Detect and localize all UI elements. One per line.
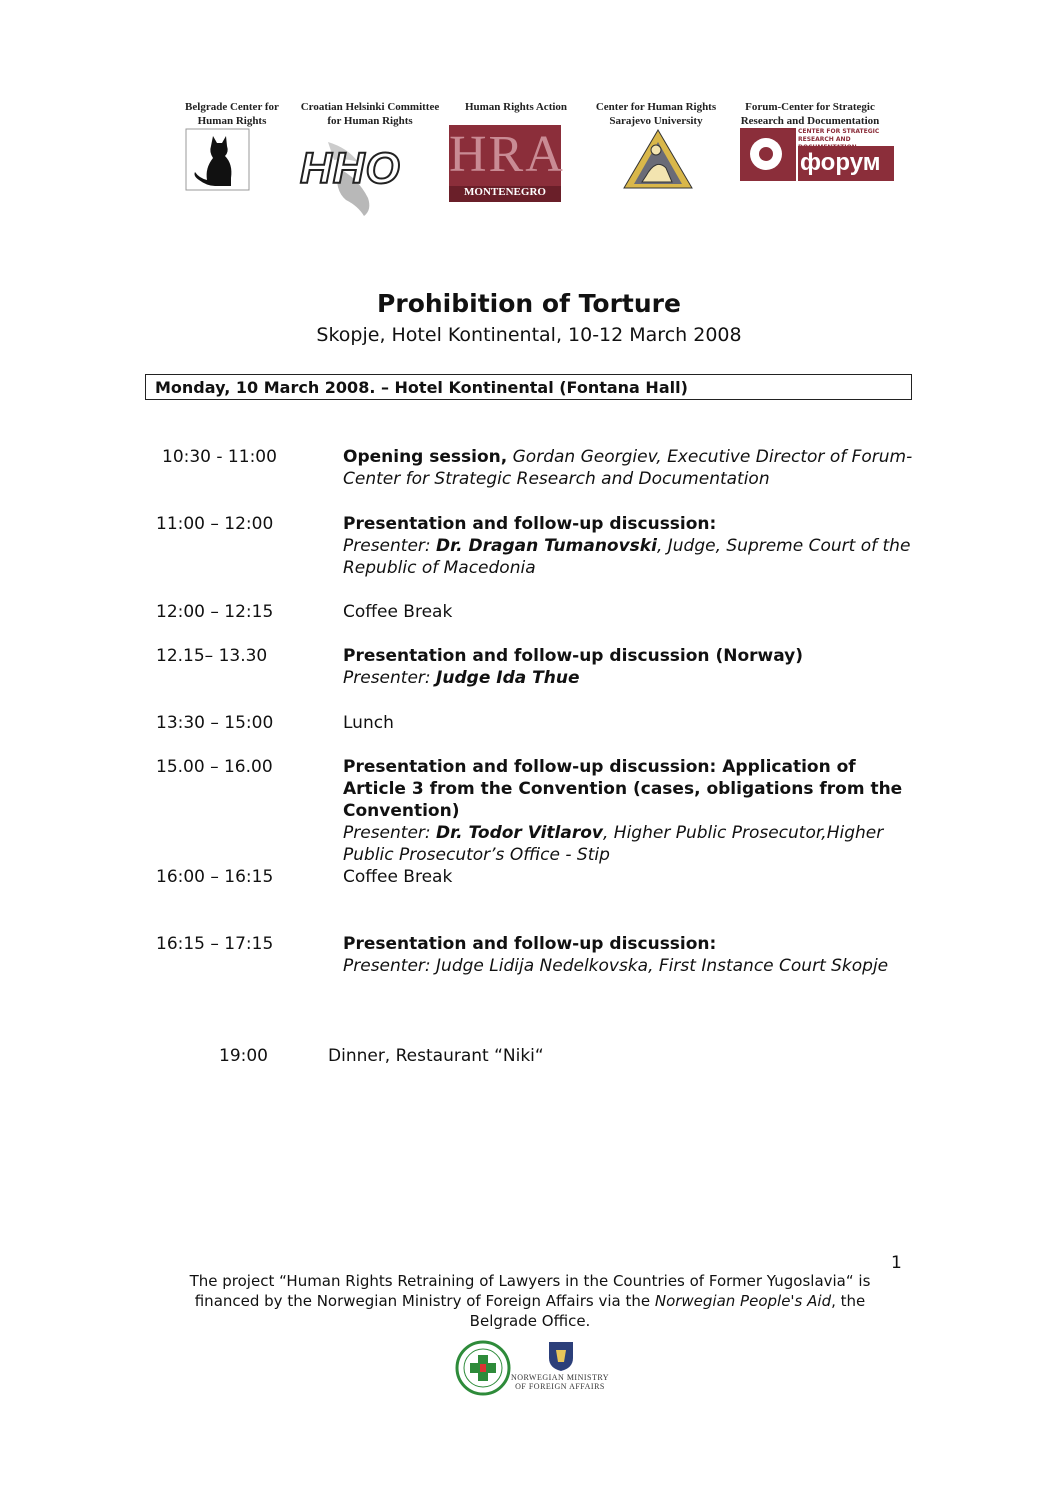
page-subtitle: Skopje, Hotel Kontinental, 10-12 March 2008 <box>316 324 742 346</box>
coat-of-arms-icon <box>546 1340 576 1372</box>
schedule-time: 15.00 – 16.00 <box>156 757 273 777</box>
presenter-name: Dr. Todor Vitlarov <box>436 823 603 843</box>
schedule-time: 16:00 – 16:15 <box>156 867 274 887</box>
forum-logo-line1: CENTER FOR STRATEGIC <box>798 128 880 135</box>
schedule-time: 16:15 – 17:15 <box>156 934 274 954</box>
schedule-break: Coffee Break <box>343 867 453 887</box>
footer-text <box>120 1271 940 1331</box>
session-detail: Gordan Georgiev, Executive Director of Forum-Center for Strategic Research and Documentation <box>343 447 913 489</box>
org-label-sarajevo: Center for Human Rights Sarajevo University <box>595 101 717 127</box>
schedule-dinner: Dinner, Restaurant “Niki“ <box>328 1046 544 1066</box>
forum-logo-block <box>740 128 796 181</box>
footer-line1: The project “Human Rights Retraining of Lawyers in the Countries of Former Yugoslavia“ is <box>189 1272 871 1290</box>
session-title: Presentation and follow-up discussion: <box>343 934 717 954</box>
session-title: Presentation and follow-up discussion: Application of Article 3 from the Convention (cases, obligations from the Convention) <box>343 757 903 821</box>
hra-logo-text: HRA <box>449 126 565 183</box>
schedule-entry <box>343 645 943 689</box>
hho-logo <box>298 128 410 220</box>
ministry-logo-line2: OF FOREIGN AFFAIRS <box>515 1382 605 1391</box>
schedule-break: Coffee Break <box>343 602 453 622</box>
schedule-time: 13:30 – 15:00 <box>156 713 274 733</box>
presenter-line: Presenter: Judge Ida Thue <box>343 668 580 688</box>
org-label-forum: Forum-Center for Strategic Research and Documentation <box>740 101 880 127</box>
schedule-time: 11:00 – 12:00 <box>156 514 274 534</box>
org-label-croatian: Croatian Helsinki Committee for Human Rights <box>300 101 440 127</box>
schedule-time: 10:30 - 11:00 <box>162 447 277 467</box>
presenter-line: Presenter: Dr. Dragan Tumanovski, Judge, Supreme Court of the Republic of Macedonia <box>343 536 911 578</box>
presenter-line: Presenter: Judge Lidija Nedelkovska, First Instance Court Skopje <box>343 956 889 976</box>
org-label-belgrade: Belgrade Center for Human Rights <box>185 101 279 127</box>
schedule-entry <box>343 446 943 490</box>
norwegian-ministry-logo <box>510 1340 610 1396</box>
belgrade-cat-logo <box>185 128 251 192</box>
forum-eye-icon <box>740 128 796 181</box>
schedule-time: 12.15– 13.30 <box>156 646 268 666</box>
schedule-entry <box>343 933 943 977</box>
schedule-time: 19:00 <box>219 1046 268 1066</box>
presenter-name: Judge Ida Thue <box>436 668 580 688</box>
forum-logo-word: форум <box>800 149 881 176</box>
sarajevo-center-logo <box>622 128 694 190</box>
hra-logo-subtext: MONTENEGRO <box>464 186 546 198</box>
ministry-logo-line1: NORWEGIAN MINISTRY <box>510 1373 610 1382</box>
presenter-name: Dr. Dragan Tumanovski <box>436 536 657 556</box>
schedule-entry <box>343 756 913 866</box>
hho-logo-text: HHO <box>300 144 401 193</box>
forum-logo-line2: RESEARCH AND <box>798 136 851 143</box>
hra-logo <box>449 125 565 202</box>
session-title: Presentation and follow-up discussion: <box>343 514 717 534</box>
presenter-line: Presenter: Dr. Todor Vitlarov, Higher Public Prosecutor,Higher Public Prosecutor’s Office - Stip <box>343 823 884 865</box>
norwegian-peoples-aid-logo <box>455 1340 511 1396</box>
session-title: Opening session, <box>343 447 508 467</box>
day-heading: Monday, 10 March 2008. – Hotel Kontinental (Fontana Hall) <box>155 378 688 397</box>
org-label-hra: Human Rights Action <box>464 101 568 113</box>
schedule-break: Lunch <box>343 713 394 733</box>
page-number: 1 <box>891 1253 902 1273</box>
footer-line3: Belgrade Office. <box>469 1312 591 1330</box>
session-title: Presentation and follow-up discussion (Norway) <box>343 646 804 666</box>
page-title: Prohibition of Torture <box>377 289 681 318</box>
footer-line2: financed by the Norwegian Ministry of Foreign Affairs via the Norwegian People's Aid, the <box>194 1292 866 1310</box>
forum-logo <box>740 128 894 181</box>
schedule-time: 12:00 – 12:15 <box>156 602 274 622</box>
day-heading-box <box>145 374 912 400</box>
schedule-entry <box>343 513 943 579</box>
